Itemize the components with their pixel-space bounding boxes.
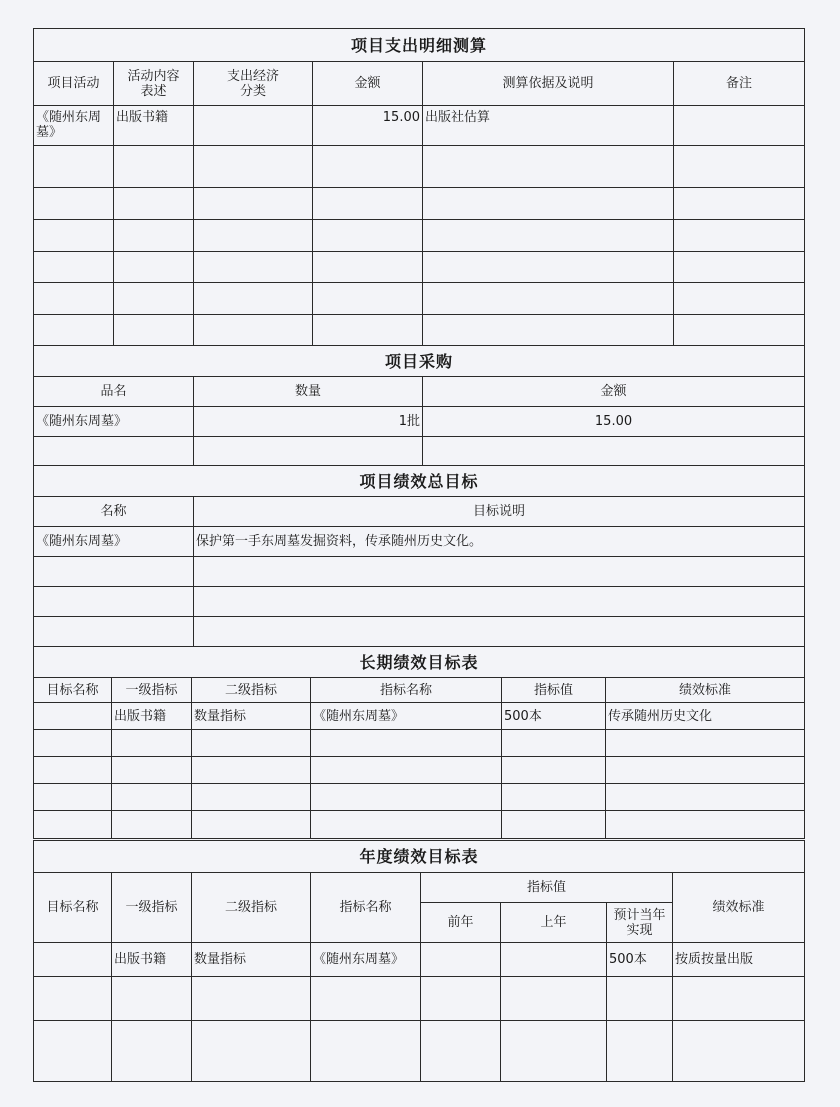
procurement-amount: 15.00 bbox=[423, 407, 805, 437]
empty-row bbox=[34, 1021, 805, 1082]
empty-row bbox=[34, 811, 805, 839]
annual-expected: 500本 bbox=[607, 943, 673, 977]
header-quantity: 数量 bbox=[194, 377, 423, 407]
longterm-standard: 传承随州历史文化 bbox=[606, 703, 805, 730]
expense-title: 项目支出明细测算 bbox=[34, 29, 805, 62]
empty-row bbox=[34, 557, 805, 587]
expense-basis: 出版社估算 bbox=[423, 106, 674, 146]
longterm-indicator-name: 《随州东周墓》 bbox=[311, 703, 502, 730]
empty-row bbox=[34, 587, 805, 617]
goal-row bbox=[34, 527, 805, 557]
empty-row bbox=[34, 757, 805, 784]
goal-name: 《随州东周墓》 bbox=[34, 527, 194, 557]
header-level2: 二级指标 bbox=[192, 873, 311, 943]
header-basis: 测算依据及说明 bbox=[423, 62, 674, 106]
empty-row bbox=[34, 146, 805, 188]
expense-note bbox=[674, 106, 805, 146]
header-level1: 一级指标 bbox=[112, 678, 192, 703]
annual-standard: 按质按量出版 bbox=[673, 943, 805, 977]
longterm-row bbox=[34, 703, 805, 730]
longterm-level1: 出版书籍 bbox=[112, 703, 192, 730]
empty-row bbox=[34, 437, 805, 466]
procurement-title: 项目采购 bbox=[34, 346, 805, 377]
empty-row bbox=[34, 252, 805, 283]
header-prev1: 上年 bbox=[501, 903, 607, 943]
goal-title: 项目绩效总目标 bbox=[34, 466, 805, 497]
expense-category bbox=[194, 106, 313, 146]
procurement-name: 《随州东周墓》 bbox=[34, 407, 194, 437]
expense-content: 出版书籍 bbox=[114, 106, 194, 146]
annual-level1: 出版书籍 bbox=[112, 943, 192, 977]
empty-row bbox=[34, 730, 805, 757]
expense-amount: 15.00 bbox=[313, 106, 423, 146]
header-content: 活动内容 表述 bbox=[114, 62, 194, 106]
annual-prev1 bbox=[501, 943, 607, 977]
empty-row bbox=[34, 977, 805, 1021]
procurement-table bbox=[33, 345, 805, 466]
expense-table bbox=[33, 28, 805, 346]
empty-row bbox=[34, 220, 805, 252]
header-indicator-value: 指标值 bbox=[502, 678, 606, 703]
annual-indicator-name: 《随州东周墓》 bbox=[311, 943, 421, 977]
empty-row bbox=[34, 188, 805, 220]
header-category: 支出经济 分类 bbox=[194, 62, 313, 106]
empty-row bbox=[34, 784, 805, 811]
header-indicator-name: 指标名称 bbox=[311, 678, 502, 703]
annual-title: 年度绩效目标表 bbox=[34, 841, 805, 873]
header-activity: 项目活动 bbox=[34, 62, 114, 106]
goal-desc: 保护第一手东周墓发掘资料，传承随州历史文化。 bbox=[194, 527, 805, 557]
longterm-title: 长期绩效目标表 bbox=[34, 647, 805, 678]
expense-activity: 《随州东周墓》 bbox=[34, 106, 114, 146]
header-goal-name: 目标名称 bbox=[34, 678, 112, 703]
header-standard: 绩效标准 bbox=[673, 873, 805, 943]
header-name: 名称 bbox=[34, 497, 194, 527]
header-level2: 二级指标 bbox=[192, 678, 311, 703]
header-indicator-value: 指标值 bbox=[421, 873, 673, 903]
procurement-qty: 1批 bbox=[194, 407, 423, 437]
header-level1: 一级指标 bbox=[112, 873, 192, 943]
longterm-goal bbox=[34, 703, 112, 730]
procurement-row bbox=[34, 407, 805, 437]
annual-level2: 数量指标 bbox=[192, 943, 311, 977]
empty-row bbox=[34, 617, 805, 647]
annual-prev2 bbox=[421, 943, 501, 977]
expense-row bbox=[34, 106, 805, 146]
longterm-indicator-value: 500本 bbox=[502, 703, 606, 730]
annual-row bbox=[34, 943, 805, 977]
header-goal-name: 目标名称 bbox=[34, 873, 112, 943]
empty-row bbox=[34, 283, 805, 315]
header-item-name: 品名 bbox=[34, 377, 194, 407]
annual-goal bbox=[34, 943, 112, 977]
header-desc: 目标说明 bbox=[194, 497, 805, 527]
header-note: 备注 bbox=[674, 62, 805, 106]
header-standard: 绩效标准 bbox=[606, 678, 805, 703]
header-prev2: 前年 bbox=[421, 903, 501, 943]
header-indicator-name: 指标名称 bbox=[311, 873, 421, 943]
header-expected: 预计当年 实现 bbox=[607, 903, 673, 943]
empty-row bbox=[34, 315, 805, 346]
header-amount: 金额 bbox=[313, 62, 423, 106]
longterm-level2: 数量指标 bbox=[192, 703, 311, 730]
goal-table bbox=[33, 465, 805, 647]
longterm-table bbox=[33, 646, 805, 839]
annual-table bbox=[33, 840, 805, 1082]
header-amount: 金额 bbox=[423, 377, 805, 407]
